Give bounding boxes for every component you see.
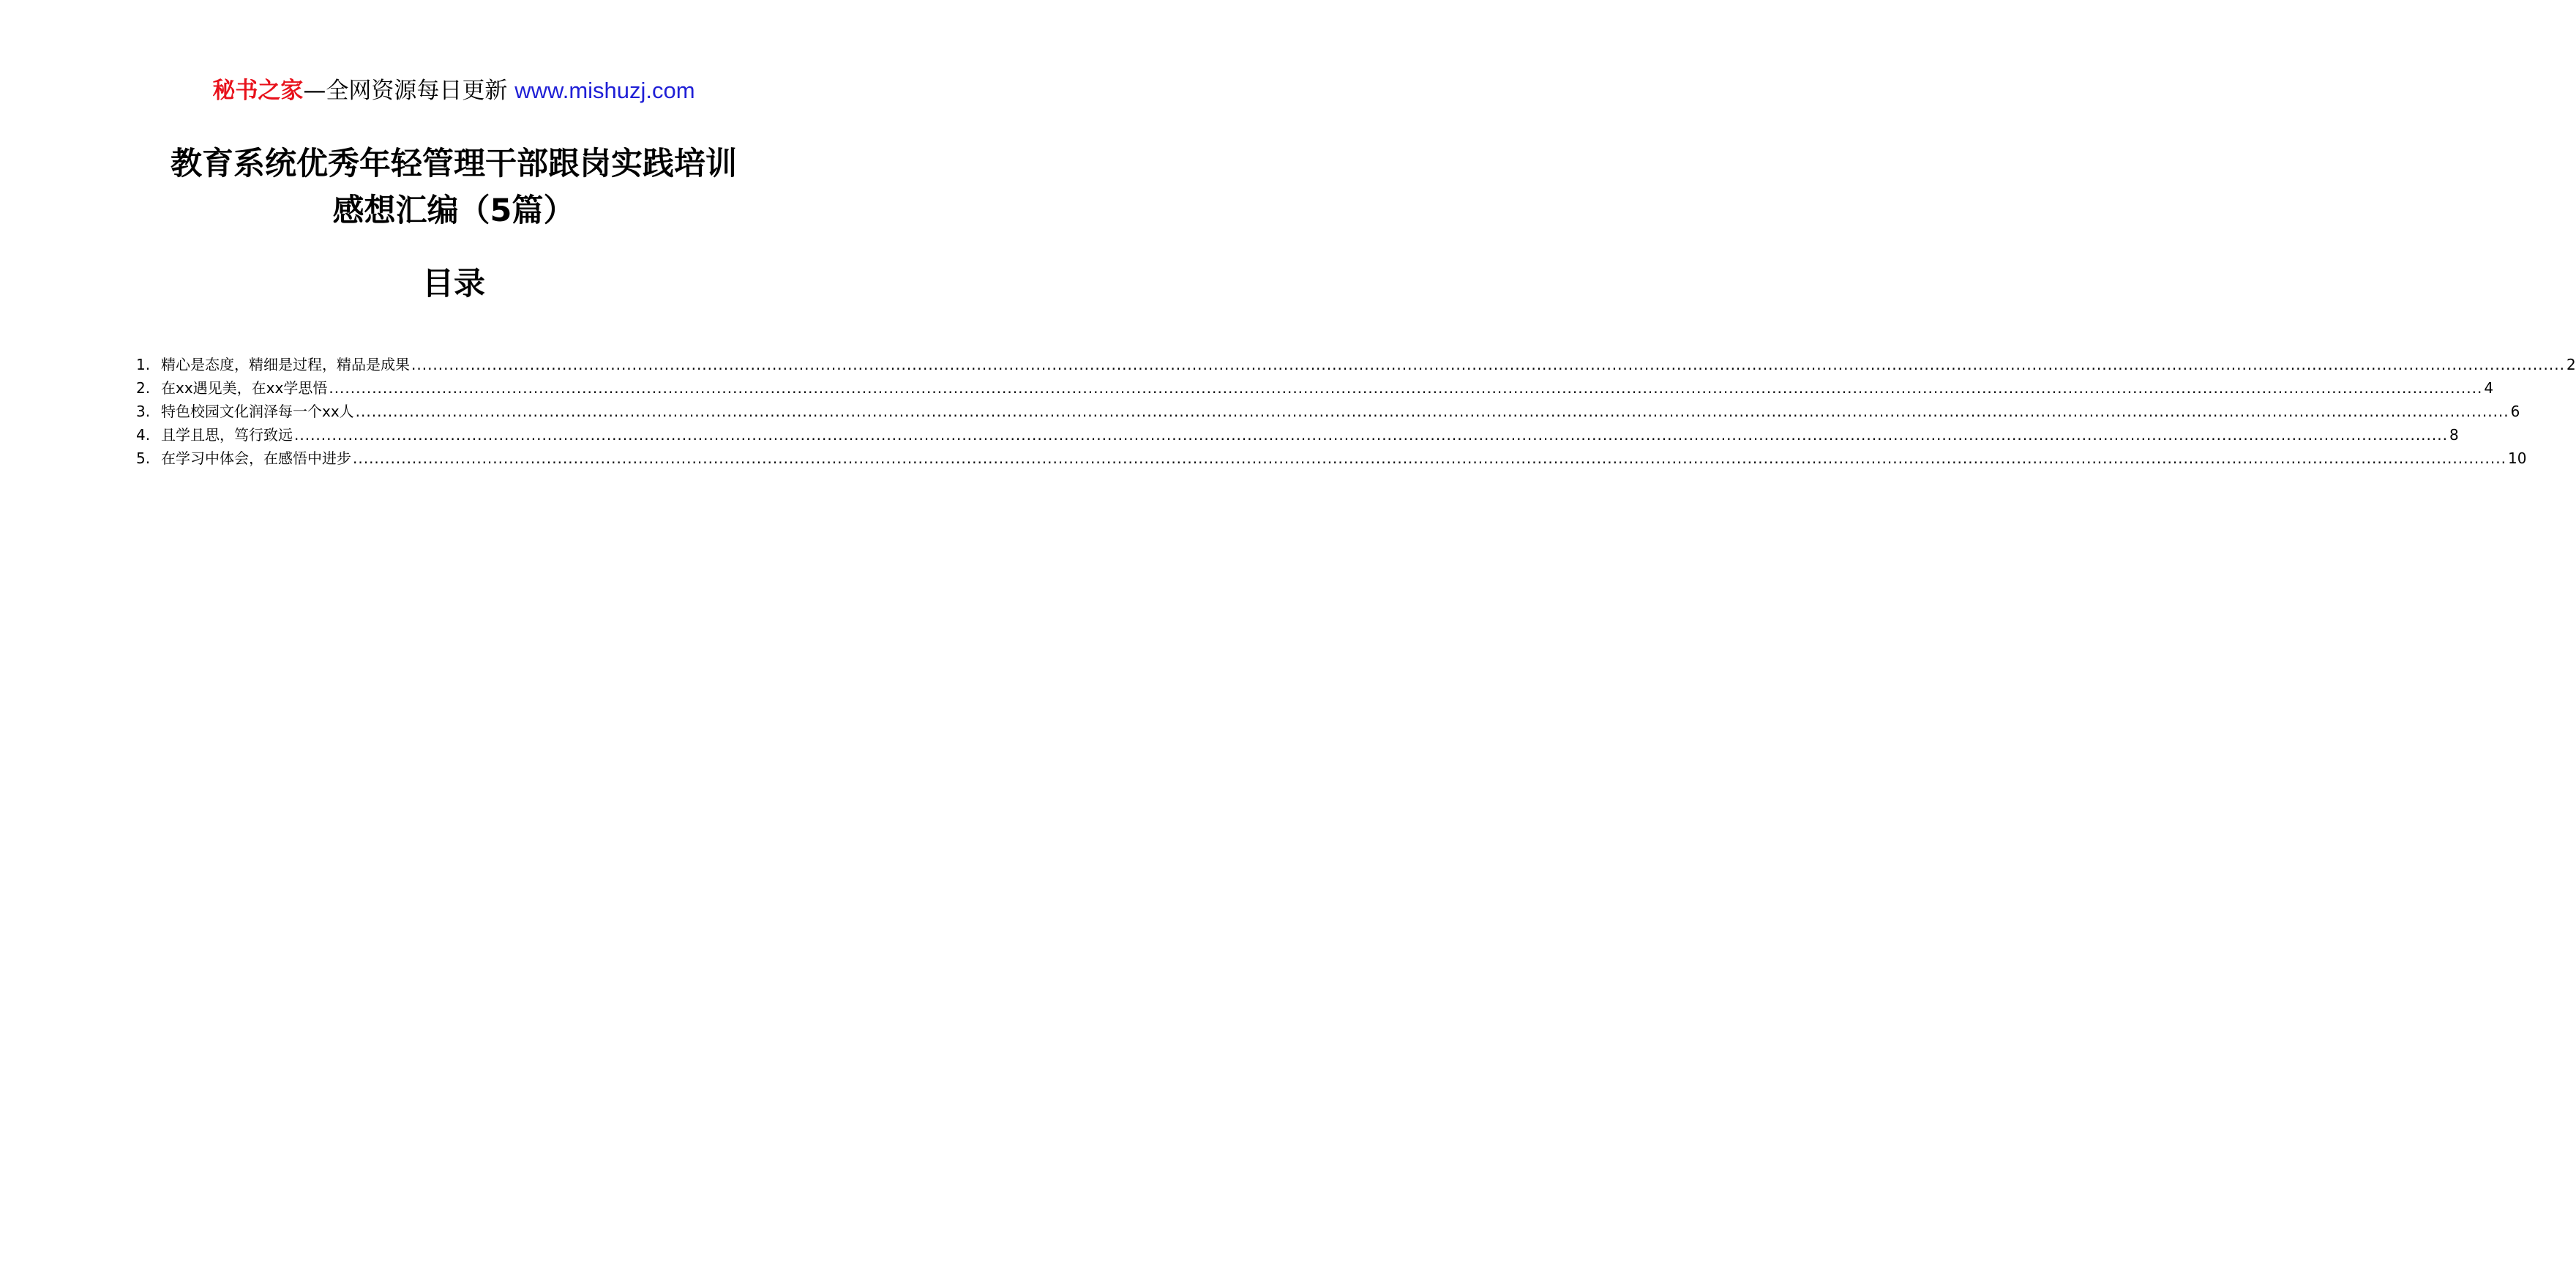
site-header bbox=[0, 73, 907, 108]
toc-entry-number: 2. bbox=[136, 379, 151, 397]
toc-entry-page: 8 bbox=[2449, 426, 2459, 444]
header-slogan: —全网资源每日更新 bbox=[303, 78, 515, 104]
toc-entry-title: 特色校园文化润泽每一个xx人 bbox=[161, 403, 354, 420]
toc-heading: 目录 bbox=[422, 266, 485, 302]
toc-entry-number: 3. bbox=[136, 403, 151, 420]
toc-entry-1[interactable] bbox=[136, 353, 2576, 376]
toc-entry-4[interactable] bbox=[136, 423, 2459, 447]
toc-dot-leader: ................................................................................................................................................................................................................................................................................................................................................................................................................ bbox=[329, 379, 2483, 397]
document-title-line-2: 感想汇编（5篇） bbox=[332, 193, 575, 229]
document-title-line-1: 教育系统优秀年轻管理干部跟岗实践培训 bbox=[171, 146, 737, 182]
toc-entry-2[interactable] bbox=[136, 376, 2494, 400]
toc-entry-title: 在xx遇见美，在xx学思悟 bbox=[161, 379, 328, 397]
toc-entry-number: 1. bbox=[136, 356, 151, 373]
toc-entry-title: 精心是态度，精细是过程，精品是成果 bbox=[161, 356, 410, 373]
toc-dot-leader: ................................................................................................................................................................................................................................................................................................................................................................................................................ bbox=[353, 449, 2506, 467]
toc-entry-number: 5. bbox=[136, 449, 151, 467]
table-of-contents bbox=[136, 353, 2576, 470]
toc-entry-page: 10 bbox=[2507, 449, 2527, 467]
toc-dot-leader: ................................................................................................................................................................................................................................................................................................................................................................................................................ bbox=[355, 403, 2509, 420]
toc-dot-leader: ................................................................................................................................................................................................................................................................................................................................................................................................................ bbox=[411, 356, 2565, 373]
toc-entry-title: 在学习中体会，在感悟中进步 bbox=[161, 449, 351, 467]
toc-entry-page: 6 bbox=[2510, 403, 2520, 420]
toc-entry-3[interactable] bbox=[136, 400, 2520, 423]
site-link[interactable]: www.mishuzj.com bbox=[514, 78, 695, 103]
brand-name: 秘书之家 bbox=[212, 78, 304, 104]
toc-entry-page: 4 bbox=[2484, 379, 2494, 397]
toc-entry-5[interactable] bbox=[136, 447, 2527, 470]
toc-entry-number: 4. bbox=[136, 426, 151, 444]
document-title bbox=[0, 141, 907, 234]
toc-entry-page: 2 bbox=[2566, 356, 2576, 373]
toc-dot-leader: ................................................................................................................................................................................................................................................................................................................................................................................................................ bbox=[294, 426, 2448, 444]
toc-entry-title: 且学且思，笃行致远 bbox=[161, 426, 293, 444]
